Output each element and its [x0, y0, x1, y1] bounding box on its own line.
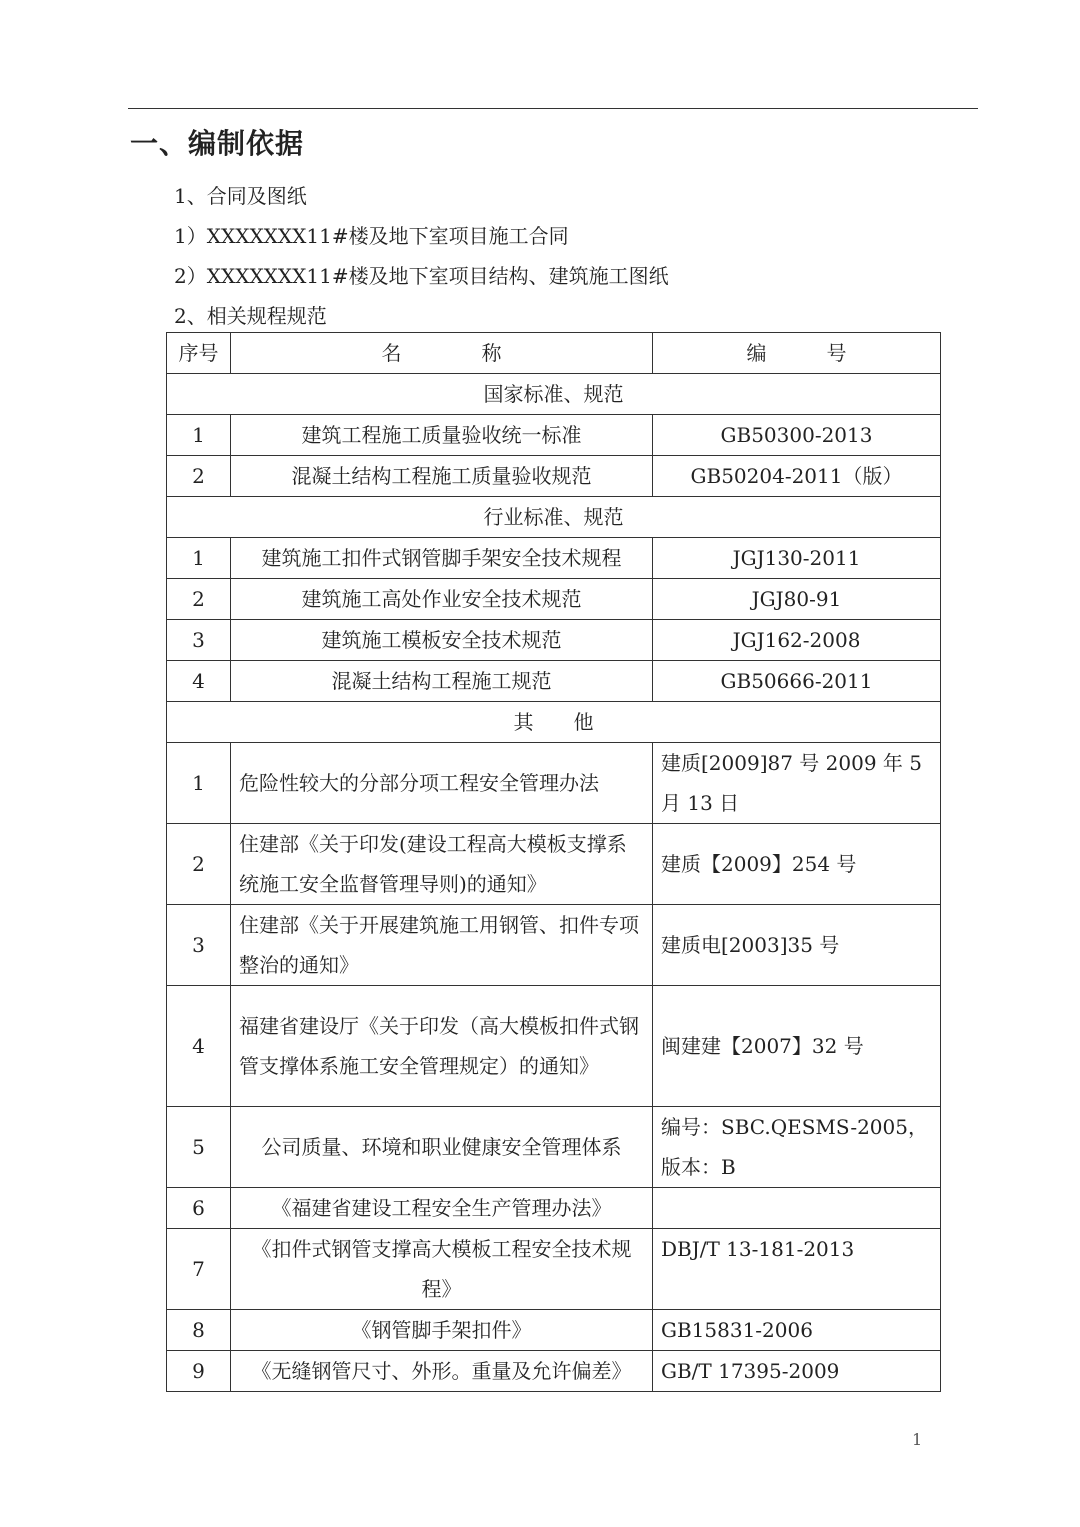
row-no: 1	[167, 415, 231, 456]
table-row	[167, 905, 941, 986]
table-row	[167, 824, 941, 905]
row-code: 建质[2009]87 号 2009 年 5 月 13 日	[653, 743, 941, 824]
row-name: 建筑施工模板安全技术规范	[231, 620, 653, 661]
section-national: 国家标准、规范	[167, 374, 941, 415]
row-name: 危险性较大的分部分项工程安全管理办法	[231, 743, 653, 824]
row-no: 9	[167, 1351, 231, 1392]
row-code: GB50204-2011（版）	[653, 456, 941, 497]
row-name: 混凝土结构工程施工规范	[231, 661, 653, 702]
row-code: 建质【2009】254 号	[653, 824, 941, 905]
row-name: 混凝土结构工程施工质量验收规范	[231, 456, 653, 497]
row-no: 6	[167, 1188, 231, 1229]
row-no: 8	[167, 1310, 231, 1351]
table-row	[167, 661, 941, 702]
row-no: 3	[167, 620, 231, 661]
paragraph-contract: 1、合同及图纸	[174, 184, 307, 208]
header-code: 编 号	[653, 333, 941, 374]
row-name: 建筑施工扣件式钢管脚手架安全技术规程	[231, 538, 653, 579]
row-no: 2	[167, 456, 231, 497]
header-seq: 序号	[167, 333, 231, 374]
row-no: 2	[167, 579, 231, 620]
row-name: 《福建省建设工程安全生产管理办法》	[231, 1188, 653, 1229]
table-row	[167, 1310, 941, 1351]
section-row-other	[167, 702, 941, 743]
row-code: GB50300-2013	[653, 415, 941, 456]
row-no: 7	[167, 1229, 231, 1310]
row-name: 建筑施工高处作业安全技术规范	[231, 579, 653, 620]
row-name: 《扣件式钢管支撑高大模板工程安全技术规程》	[231, 1229, 653, 1310]
row-name: 住建部《关于开展建筑施工用钢管、扣件专项整治的通知》	[231, 905, 653, 986]
standards-table	[166, 332, 941, 1392]
row-code	[653, 1188, 941, 1229]
row-code: GB50666-2011	[653, 661, 941, 702]
row-no: 5	[167, 1107, 231, 1188]
row-code: 建质电[2003]35 号	[653, 905, 941, 986]
table-row	[167, 1351, 941, 1392]
row-code: DBJ/T 13-181-2013	[653, 1229, 941, 1310]
section-row-industry	[167, 497, 941, 538]
row-no: 1	[167, 538, 231, 579]
table-row	[167, 1188, 941, 1229]
table-row	[167, 620, 941, 661]
row-no: 4	[167, 661, 231, 702]
row-code: JGJ162-2008	[653, 620, 941, 661]
table-row	[167, 538, 941, 579]
table-row	[167, 1107, 941, 1188]
header-name: 名 称	[231, 333, 653, 374]
table-row	[167, 986, 941, 1107]
row-code: 编号：SBC.QESMS-2005，版本：B	[653, 1107, 941, 1188]
row-no: 1	[167, 743, 231, 824]
row-name: 住建部《关于印发(建设工程高大模板支撑系统施工安全监督管理导则)的通知》	[231, 824, 653, 905]
row-no: 2	[167, 824, 231, 905]
row-no: 3	[167, 905, 231, 986]
paragraph-standards: 2、相关规程规范	[174, 304, 327, 328]
row-code: JGJ130-2011	[653, 538, 941, 579]
row-code: 闽建建【2007】32 号	[653, 986, 941, 1107]
header-rule	[128, 108, 978, 109]
row-code: GB15831-2006	[653, 1310, 941, 1351]
table-header-row	[167, 333, 941, 374]
table-row	[167, 456, 941, 497]
table-row	[167, 1229, 941, 1310]
section-industry: 行业标准、规范	[167, 497, 941, 538]
paragraph-contract-item-1: 1）XXXXXXX11#楼及地下室项目施工合同	[174, 224, 569, 248]
table-row	[167, 579, 941, 620]
paragraph-contract-item-2: 2）XXXXXXX11#楼及地下室项目结构、建筑施工图纸	[174, 264, 669, 288]
section-other: 其 他	[167, 702, 941, 743]
section-heading: 一、编制依据	[130, 127, 305, 160]
row-name: 建筑工程施工质量验收统一标准	[231, 415, 653, 456]
row-code: GB/T 17395-2009	[653, 1351, 941, 1392]
table-row	[167, 743, 941, 824]
row-no: 4	[167, 986, 231, 1107]
row-code: JGJ80-91	[653, 579, 941, 620]
row-name: 福建省建设厅《关于印发（高大模板扣件式钢管支撑体系施工安全管理规定）的通知》	[231, 986, 653, 1107]
row-name: 《钢管脚手架扣件》	[231, 1310, 653, 1351]
section-row-national	[167, 374, 941, 415]
row-name: 《无缝钢管尺寸、外形。重量及允许偏差》	[231, 1351, 653, 1392]
table-row	[167, 415, 941, 456]
page-number: 1	[912, 1430, 923, 1449]
row-name: 公司质量、环境和职业健康安全管理体系	[231, 1107, 653, 1188]
